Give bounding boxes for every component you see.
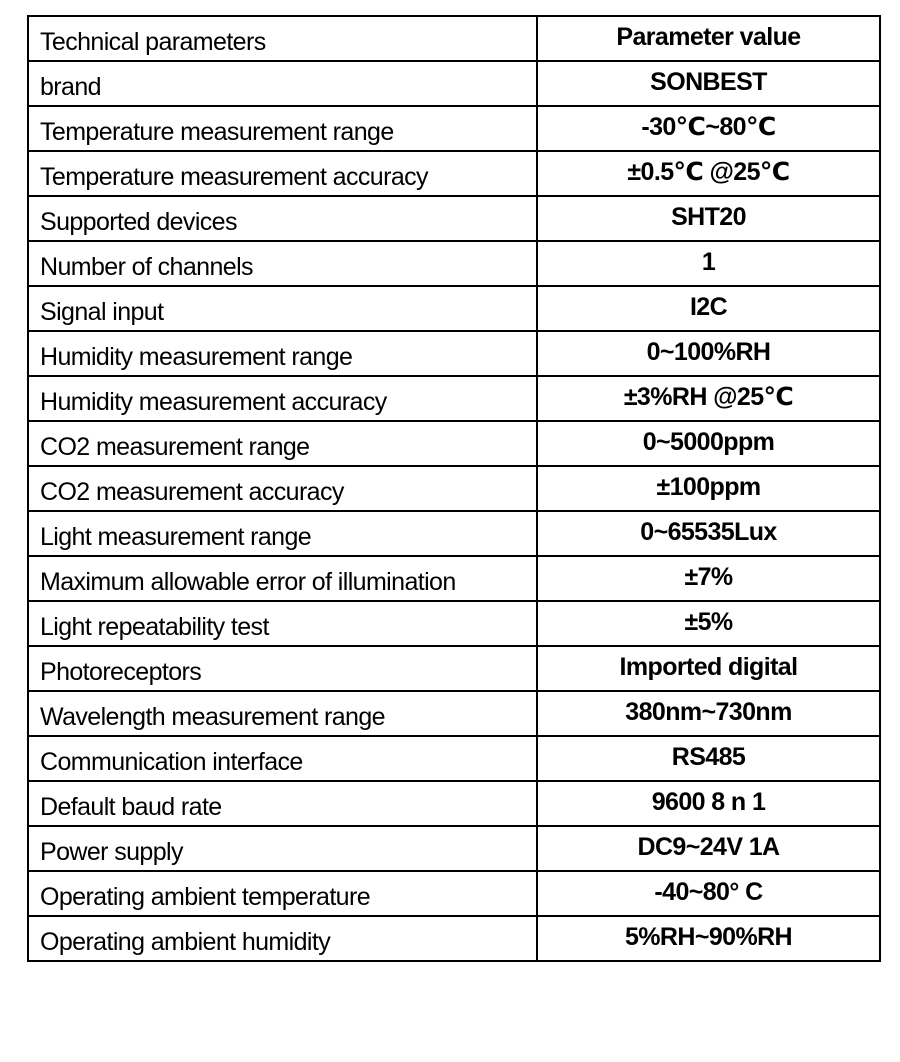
table-row bbox=[28, 241, 880, 286]
value-cell: SONBEST bbox=[537, 61, 880, 106]
param-cell: Power supply bbox=[28, 826, 537, 871]
value-cell: 0~65535Lux bbox=[537, 511, 880, 556]
param-cell: CO2 measurement accuracy bbox=[28, 466, 537, 511]
value-cell: 1 bbox=[537, 241, 880, 286]
value-cell: Imported digital bbox=[537, 646, 880, 691]
value-cell: ±100ppm bbox=[537, 466, 880, 511]
table-row bbox=[28, 511, 880, 556]
table-row bbox=[28, 106, 880, 151]
value-cell: 9600 8 n 1 bbox=[537, 781, 880, 826]
param-cell: Maximum allowable error of illumination bbox=[28, 556, 537, 601]
param-cell: Default baud rate bbox=[28, 781, 537, 826]
table-row bbox=[28, 331, 880, 376]
value-cell: 0~100%RH bbox=[537, 331, 880, 376]
param-cell: CO2 measurement range bbox=[28, 421, 537, 466]
table-row bbox=[28, 61, 880, 106]
spec-table-body bbox=[28, 16, 880, 961]
param-cell: Light repeatability test bbox=[28, 601, 537, 646]
table-row bbox=[28, 646, 880, 691]
table-row bbox=[28, 286, 880, 331]
table-row bbox=[28, 736, 880, 781]
value-cell: DC9~24V 1A bbox=[537, 826, 880, 871]
param-cell: Wavelength measurement range bbox=[28, 691, 537, 736]
value-cell: 0~5000ppm bbox=[537, 421, 880, 466]
param-cell: Number of channels bbox=[28, 241, 537, 286]
value-cell: -30℃~80℃ bbox=[537, 106, 880, 151]
table-header-row bbox=[28, 16, 880, 61]
value-cell: ±0.5℃ @25℃ bbox=[537, 151, 880, 196]
table-row bbox=[28, 376, 880, 421]
spec-table bbox=[27, 15, 881, 962]
table-row bbox=[28, 781, 880, 826]
param-cell: Photoreceptors bbox=[28, 646, 537, 691]
table-row bbox=[28, 601, 880, 646]
param-cell: Humidity measurement range bbox=[28, 331, 537, 376]
value-cell: -40~80° C bbox=[537, 871, 880, 916]
param-cell: Communication interface bbox=[28, 736, 537, 781]
value-cell: 5%RH~90%RH bbox=[537, 916, 880, 961]
header-param-cell: Technical parameters bbox=[28, 16, 537, 61]
table-row bbox=[28, 196, 880, 241]
param-cell: Light measurement range bbox=[28, 511, 537, 556]
param-cell: Temperature measurement accuracy bbox=[28, 151, 537, 196]
table-row bbox=[28, 691, 880, 736]
table-row bbox=[28, 421, 880, 466]
header-value-cell: Parameter value bbox=[537, 16, 880, 61]
value-cell: 380nm~730nm bbox=[537, 691, 880, 736]
param-cell: Supported devices bbox=[28, 196, 537, 241]
table-row bbox=[28, 556, 880, 601]
param-cell: Temperature measurement range bbox=[28, 106, 537, 151]
value-cell: ±5% bbox=[537, 601, 880, 646]
table-row bbox=[28, 826, 880, 871]
value-cell: SHT20 bbox=[537, 196, 880, 241]
table-row bbox=[28, 151, 880, 196]
table-row bbox=[28, 871, 880, 916]
table-row bbox=[28, 466, 880, 511]
param-cell: Humidity measurement accuracy bbox=[28, 376, 537, 421]
value-cell: RS485 bbox=[537, 736, 880, 781]
value-cell: ±3%RH @25℃ bbox=[537, 376, 880, 421]
param-cell: Operating ambient humidity bbox=[28, 916, 537, 961]
param-cell: Operating ambient temperature bbox=[28, 871, 537, 916]
table-row bbox=[28, 916, 880, 961]
param-cell: brand bbox=[28, 61, 537, 106]
param-cell: Signal input bbox=[28, 286, 537, 331]
value-cell: ±7% bbox=[537, 556, 880, 601]
value-cell: I2C bbox=[537, 286, 880, 331]
